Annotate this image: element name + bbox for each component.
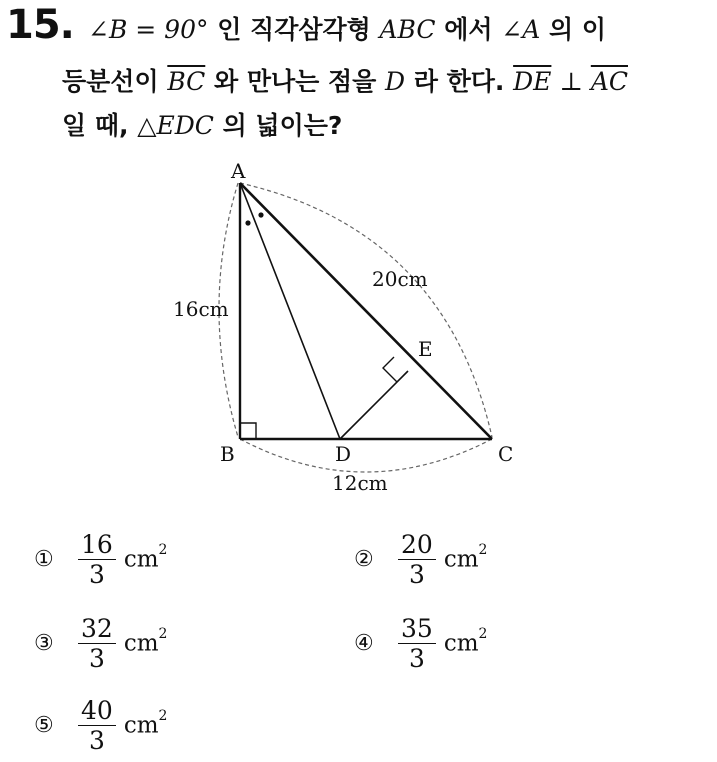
option-3[interactable]: [34, 608, 167, 678]
option-1-numerator: 16: [78, 531, 116, 560]
question-text-segment: ⊥: [551, 67, 591, 96]
option-4-unit: $cm^2$: [443, 625, 488, 657]
right-angle-mark-e: [383, 357, 397, 382]
question-text-segment: 등분선이: [62, 67, 168, 96]
option-2-fraction: [398, 531, 436, 588]
question-text-segment: ∠A: [501, 15, 541, 44]
question-text-segment: 의 넓이는?: [213, 111, 343, 140]
label-d: D: [335, 442, 352, 466]
angle-mark-dot-2: [258, 212, 263, 217]
option-2-mark: ②: [354, 546, 374, 572]
length-ab: 16cm: [173, 297, 229, 321]
question-text-segment: $\overline{DE}$: [513, 67, 552, 96]
option-2-numerator: 20: [398, 531, 436, 560]
option-4[interactable]: [354, 608, 487, 678]
question-text-segment: 일 때,: [62, 111, 138, 140]
option-5-denominator: 3: [88, 725, 105, 755]
option-4-mark: ④: [354, 630, 374, 656]
option-1-mark: ①: [34, 546, 54, 572]
question-text-segment: 라 한다.: [405, 67, 514, 96]
question-number: 15.: [6, 2, 74, 48]
option-2-denominator: 3: [408, 559, 425, 589]
length-ac: 20cm: [372, 267, 428, 291]
bc-length-arc: [240, 439, 492, 472]
right-angle-mark-b: [240, 423, 256, 439]
perpendicular-de: [340, 371, 408, 439]
option-3-numerator: 32: [78, 615, 116, 644]
question-text-segment: 와 만나는 점을: [205, 67, 385, 96]
option-1-unit: $cm^2$: [123, 541, 168, 573]
option-5-unit: $cm^2$: [123, 707, 168, 739]
question-text-segment: ∠B = 90°: [88, 15, 209, 44]
option-3-mark: ③: [34, 630, 54, 656]
question-text-segment: △EDC: [137, 111, 214, 140]
option-2-unit: $cm^2$: [443, 541, 488, 573]
option-4-fraction: [398, 615, 436, 672]
bisector-ad: [240, 183, 340, 439]
option-5-mark: ⑤: [34, 712, 54, 738]
question-text-segment: 에서: [435, 15, 502, 44]
angle-mark-dot-1: [245, 220, 250, 225]
option-5-numerator: 40: [78, 697, 116, 726]
label-c: C: [498, 442, 514, 466]
option-5[interactable]: [34, 690, 167, 760]
label-a: A: [231, 159, 246, 183]
option-3-denominator: 3: [88, 643, 105, 673]
option-3-unit: $cm^2$: [123, 625, 168, 657]
option-1-fraction: [78, 531, 116, 588]
question-text-segment: $\overline{BC}$: [167, 67, 206, 96]
label-e: E: [418, 337, 433, 361]
option-4-numerator: 35: [398, 615, 436, 644]
label-b: B: [220, 442, 235, 466]
question-text-segment: ABC: [379, 15, 436, 44]
question-text-segment: 의 이: [540, 15, 606, 44]
option-3-fraction: [78, 615, 116, 672]
option-1-denominator: 3: [88, 559, 105, 589]
question-text-segment: $\overline{AC}$: [590, 67, 628, 96]
question-text-segment: 인 직각삼각형: [208, 15, 380, 44]
option-2[interactable]: [354, 524, 487, 594]
option-4-denominator: 3: [408, 643, 425, 673]
option-1[interactable]: [34, 524, 167, 594]
option-5-fraction: [78, 697, 116, 754]
side-ac: [240, 183, 492, 439]
question-text-segment: D: [385, 67, 406, 96]
length-bc: 12cm: [332, 471, 388, 495]
